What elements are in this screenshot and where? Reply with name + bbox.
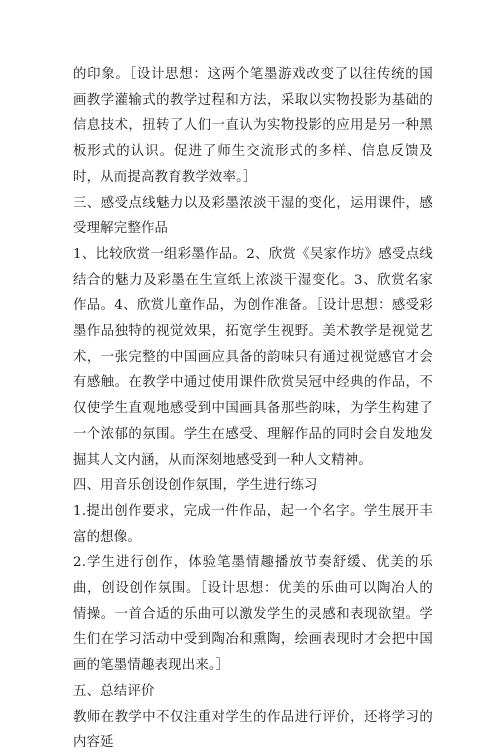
- document-body: [73, 62, 433, 756]
- section-heading-4: 四、用音乐创设创作氛围，学生进行练习: [73, 478, 318, 494]
- section-heading-5: 五、总结评价: [73, 683, 155, 699]
- paragraph-evaluation: 教师在教学中不仅注重对学生的作品进行评价，还将学习的内容延: [73, 709, 433, 751]
- paragraph-step-2: 2.学生进行创作，体验笔墨情趣播放节奏舒缓、优美的乐曲，创设创作氛围。［设计思想：优美的乐曲可以陶冶人的情操。一首合适的乐曲可以激发学生的灵感和表现欲望。学生们在学习活动中受到陶冶和熏陶，绘画表现时才会把中国画的笔墨情趣表现出来。］: [73, 555, 433, 674]
- paragraph-design-thought-1: 的印象。［设计思想：这两个笔墨游戏改变了以往传统的国画教学灌输式的教学过程和方法，采取以实物投影为基础的信息技术，扭转了人们一直认为实物投影的应用是另一种黑板形式的认识。促进了师生交流形式的多样、信息反馈及时，从而提高教育教学效率。］: [73, 67, 433, 185]
- paragraph-appreciation: 1、比较欣赏一组彩墨作品。2、欣赏《吴家作坊》感受点线结合的魅力及彩墨在生宣纸上浓淡干湿变化。3、欣赏名家作品。4、欣赏儿童作品，为创作准备。［设计思想：感受彩墨作品独特的视觉效果，拓宽学生视野。美术教学是视觉艺术，一张完整的中国画应具备的韵味只有通过视觉感官才会有感触。在教学中通过使用课件欣赏吴冠中经典的作品，不仅使学生直观地感受到中国画具备那些韵味，为学生构建了一个浓郁的氛围。学生在感受、理解作品的同时会自发地发掘其人文内涵，从而深刻地感受到一种人文精神。: [73, 246, 433, 468]
- paragraph-step-1: 1.提出创作要求，完成一件作品，起一个名字。学生展开丰富的想像。: [73, 503, 433, 545]
- section-heading-3: 三、感受点线魅力以及彩墨浓淡干湿的变化，运用课件，感受理解完整作品: [73, 195, 433, 237]
